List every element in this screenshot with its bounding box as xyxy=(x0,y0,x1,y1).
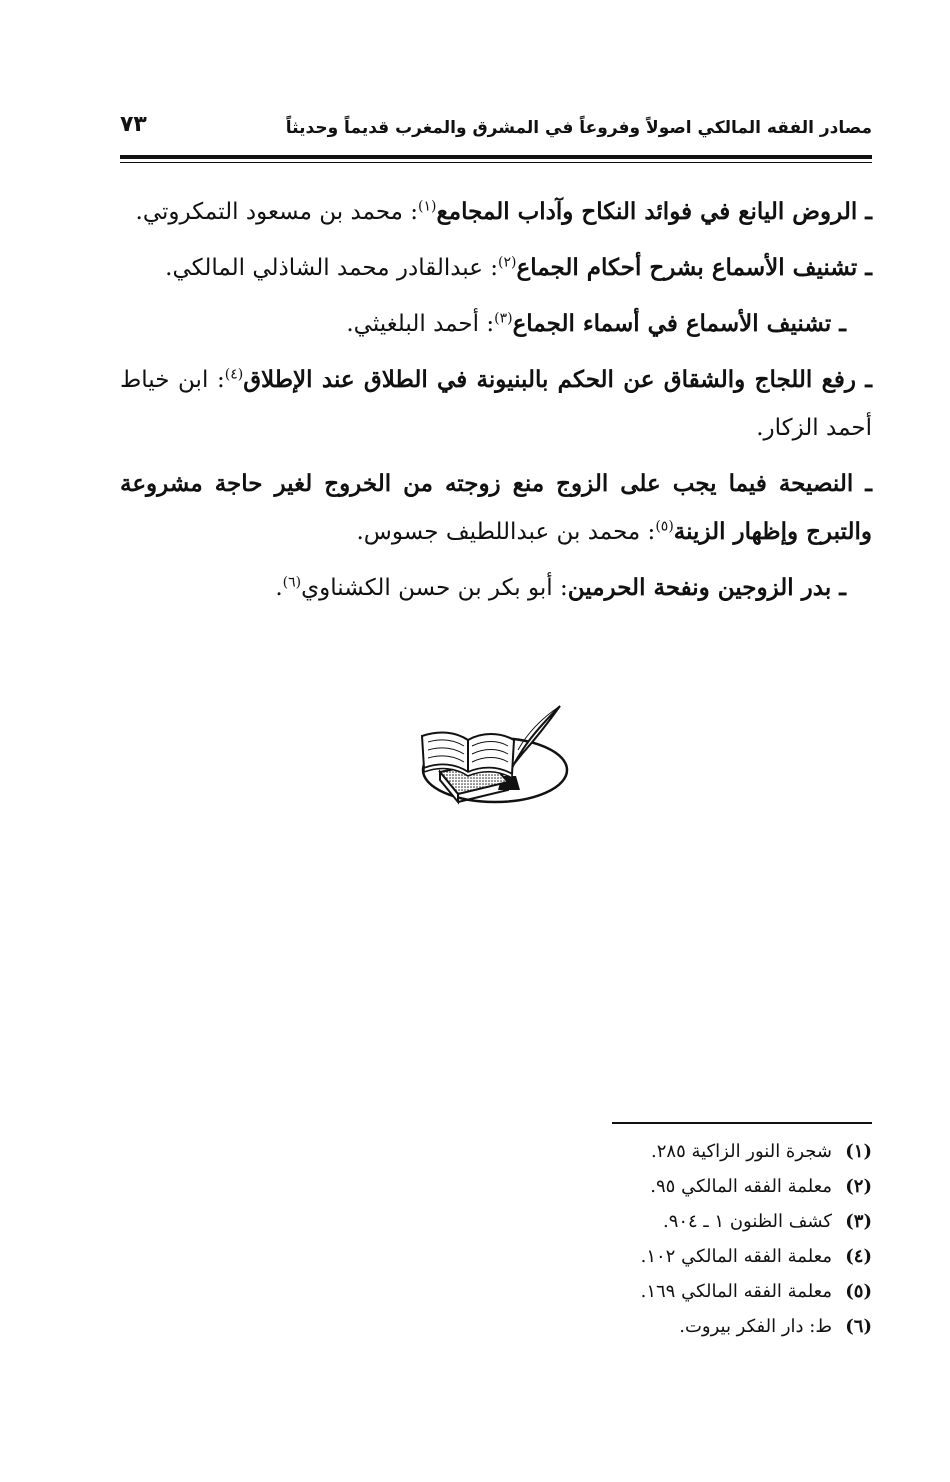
entry xyxy=(120,300,872,348)
footnote-number: (٦) xyxy=(845,1316,872,1337)
entry-author: : محمد بن عبداللطيف جسوس. xyxy=(356,519,656,545)
entry-title: ـ بدر الزوجين ونفحة الحرمين xyxy=(567,574,846,601)
footnote-number: (٤) xyxy=(845,1246,872,1267)
footnote-ref[interactable]: (٥) xyxy=(655,518,674,535)
entry xyxy=(120,564,872,612)
footnote xyxy=(512,1274,872,1309)
footnote-number: (١) xyxy=(845,1141,872,1162)
footnote-ref[interactable]: (٤) xyxy=(224,366,244,383)
entry xyxy=(120,356,872,452)
footnote-ref[interactable]: (١) xyxy=(418,198,437,215)
footnote xyxy=(512,1134,872,1169)
entry-title: ـ تشنيف الأسماع في أسماء الجماع xyxy=(512,310,846,337)
header-rule-thin xyxy=(120,162,872,163)
entry-title: ـ تشنيف الأسماع بشرح أحكام الجماع xyxy=(516,254,872,281)
footnote-ref[interactable]: (٦) xyxy=(282,574,302,591)
entry xyxy=(120,460,872,556)
footnote-number: (٣) xyxy=(845,1211,872,1232)
footnote-text: معلمة الفقه المالكي ١٦٩. xyxy=(640,1281,832,1302)
page-number: ٧٣ xyxy=(120,112,147,137)
entry xyxy=(120,188,872,236)
entry-author: : ابن خياط أحمد الزكار. xyxy=(120,367,872,441)
entry-title: ـ النصيحة فيما يجب على الزوج منع زوجته من الخروج لغير حاجة مشروعة والتبرج وإظهار الزينة xyxy=(120,470,872,545)
running-title: مصادر الفقه المالكي اصولاً وفروعاً في المشرق والمغرب قديماً وحديثاً xyxy=(285,118,872,138)
footnote-text: شجرة النور الزاكية ٢٨٥. xyxy=(651,1141,832,1162)
running-head xyxy=(120,112,872,152)
entry-author: : محمد بن مسعود التمكروتي. xyxy=(135,199,419,225)
footnote xyxy=(512,1169,872,1204)
entry-author: : أحمد البلغيثي. xyxy=(346,311,495,337)
entry-title: ـ رفع اللجاج والشقاق عن الحكم بالبنيونة في الطلاق عند الإطلاق xyxy=(243,366,873,393)
footnote-text: معلمة الفقه المالكي ٩٥. xyxy=(650,1176,832,1197)
entry-author: : عبدالقادر محمد الشاذلي المالكي. xyxy=(165,255,499,281)
footnote-text: ط: دار الفكر بيروت. xyxy=(679,1316,832,1337)
header-rule-thick xyxy=(120,155,872,159)
footnote-ref[interactable]: (٣) xyxy=(494,310,513,327)
footnote-number: (٢) xyxy=(845,1176,872,1197)
footnote-rule xyxy=(612,1122,872,1124)
footnote-text: كشف الظنون ١ ـ ٩٠٤. xyxy=(662,1211,832,1232)
entry-trail: . xyxy=(275,575,283,601)
entry-title: ـ الروض اليانع في فوائد النكاح وآداب المجامع xyxy=(436,198,872,225)
footnote-text: معلمة الفقه المالكي ١٠٢. xyxy=(640,1246,832,1267)
entry xyxy=(120,244,872,292)
footnote xyxy=(512,1239,872,1274)
footnote xyxy=(512,1204,872,1239)
body-text xyxy=(120,188,872,620)
footnote-ref[interactable]: (٢) xyxy=(498,254,517,271)
footnote-number: (٥) xyxy=(845,1281,872,1302)
book-and-quill-icon xyxy=(410,702,580,812)
footnote xyxy=(512,1309,872,1344)
footnotes xyxy=(512,1134,872,1344)
entry-author: : أبو بكر بن حسن الكشناوي xyxy=(301,575,568,601)
